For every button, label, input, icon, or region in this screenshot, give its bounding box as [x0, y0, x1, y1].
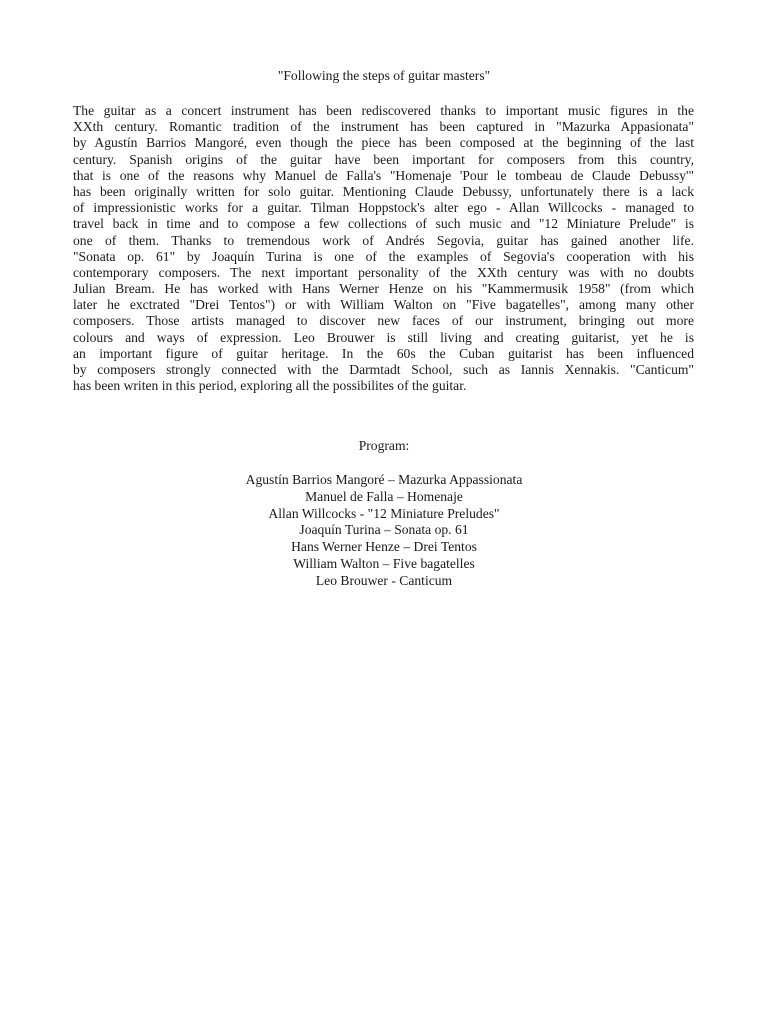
- body-line: of impressionistic works for a guitar. Tilman Hoppstock's alter ego - Allan Willcocks - managed to: [73, 200, 694, 216]
- program-item: William Walton – Five bagatelles: [293, 555, 475, 571]
- program-item: Leo Brouwer - Canticum: [315, 572, 453, 588]
- body-line: century. Spanish origins of the guitar have been important for composers from this country,: [73, 151, 694, 167]
- body-line: contemporary composers. The next important personality of the XXth century was with no doubts: [73, 264, 694, 280]
- body-line: travel back in time and to compose a few collections of such music and "12 Miniature Prelude" is: [73, 216, 694, 232]
- body-line: by Agustín Barrios Mangoré, even though the piece has been composed at the beginning of the last: [73, 135, 694, 151]
- program-item: Hans Werner Henze – Drei Tentos: [291, 539, 477, 555]
- body-line: by composers strongly connected with the Darmtadt School, such as Iannis Xennakis. "Canticum": [73, 362, 694, 377]
- program-list: [0, 472, 768, 590]
- body-line: composers. Those artists managed to discover new faces of our instrument, bringing out more: [73, 313, 694, 329]
- program-item: Joaquín Turina – Sonata op. 61: [299, 522, 469, 538]
- body-line: colours and ways of expression. Leo Brouwer is still living and creating guitarist, yet he is: [73, 329, 694, 345]
- body-line: The guitar as a concert instrument has been rediscovered thanks to important music figures in the: [73, 103, 694, 118]
- body-line: "Sonata op. 61" by Joaquín Turina is one of the examples of Segovia's cooperation with his: [73, 248, 694, 264]
- program-item: Manuel de Falla – Homenaje: [305, 488, 463, 504]
- body-line: that is one of the reasons why Manuel de Falla's "Homenaje 'Pour le tombeau de Claude Debussy'": [73, 167, 694, 183]
- program-item: Agustín Barrios Mangoré – Mazurka Appassionata: [245, 472, 523, 487]
- body-line: an important figure of guitar heritage. In the 60s the Cuban guitarist has been influenced: [73, 345, 694, 361]
- body-line: one of them. Thanks to tremendous work of Andrés Segovia, guitar has gained another life.: [73, 232, 694, 248]
- body-line: has been originally written for solo guitar. Mentioning Claude Debussy, unfortunately there is a lack: [73, 183, 694, 199]
- body-line: Julian Bream. He has worked with Hans Werner Henze on his "Kammermusik 1958" (from which: [73, 281, 694, 297]
- body-line: later he exctrated "Drei Tentos") or with William Walton on "Five bagatelles", among many other: [73, 297, 694, 313]
- program-heading: Program:: [358, 438, 410, 453]
- program-item: Allan Willcocks - "12 Miniature Preludes": [268, 505, 500, 521]
- document-title: "Following the steps of guitar masters": [277, 68, 491, 83]
- body-line: XXth century. Romantic tradition of the instrument has been captured in "Mazurka Appasionata": [73, 119, 694, 135]
- body-paragraph: [73, 103, 694, 394]
- body-line: has been writen in this period, exploring all the possibilites of the guitar.: [73, 378, 467, 394]
